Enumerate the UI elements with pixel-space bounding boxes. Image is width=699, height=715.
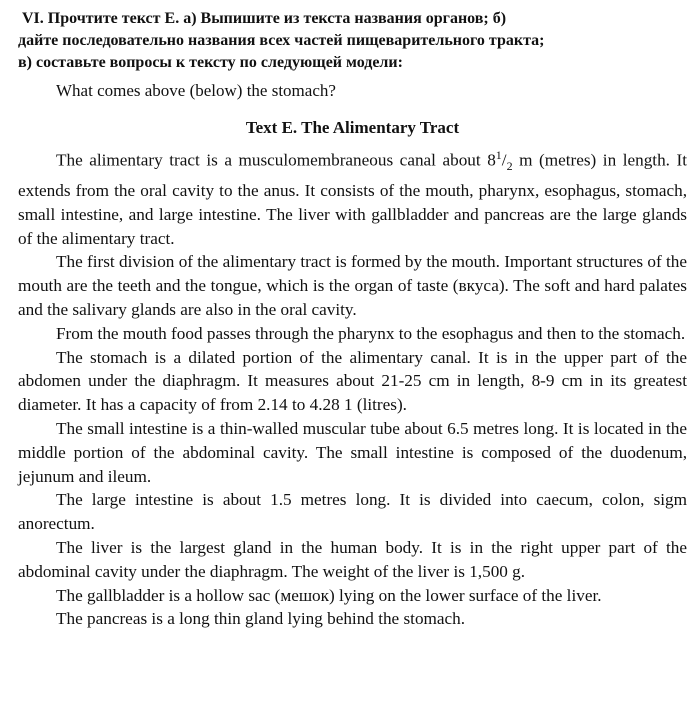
fraction-slash: / [501,150,507,170]
paragraph-9: The pancreas is a long thin gland lying behind the stomach. [56,609,466,629]
paragraph-1 [18,144,687,250]
exercise-instructions [18,8,687,74]
fraction-denominator: 2 [506,159,513,174]
instruction-line-2: дайте последовательно названия всех частей пищеварительного тракта; [18,32,545,49]
text-title: Text E. The Alimentary Tract [245,118,460,137]
paragraph-6: The large intestine is about 1.5 metres long. It is divided into caecum, colon, sigm anorectum. [18,490,687,534]
text-body [18,144,687,631]
paragraph-3: From the mouth food passes through the pharynx to the esophagus and then to the stomach. [56,323,686,343]
paragraph-1-rest: m (metres) in length. It extends from the oral cavity to the anus. It consists of the mouth, pharynx, esophagus, stomach, small intestine, and large intestine. The liver with gallbladder and pancreas are the large glands of the alimentary tract. [18,150,687,248]
paragraph-1-start: The alimentary tract is a musculomembraneous canal about 8 [56,150,496,170]
fraction-numerator: 1 [495,148,502,162]
paragraph-4: The stomach is a dilated portion of the alimentary canal. It is in the upper part of the abdomen under the diaphragm. It measures about 21-25 cm in length, 8-9 cm in its greatest diameter. It has a capacity of from 2.14 to 4.28 1 (litres). [18,347,687,415]
paragraph-8: The gallbladder is a hollow sac (мешок) lying on the lower surface of the liver. [56,585,602,605]
paragraph-7: The liver is the largest gland in the human body. It is in the right upper part of the abdominal cavity under the diaphragm. The weight of the liver is 1,500 g. [18,537,687,581]
model-question: What comes above (below) the stomach? [56,81,336,100]
paragraph-5: The small intestine is a thin-walled muscular tube about 6.5 metres long. It is located in the middle portion of the abdominal cavity. The small intestine is composed of the duodenum, jejunum and ileum. [18,418,687,486]
paragraph-2: The first division of the alimentary tract is formed by the mouth. Important structures of the mouth are the teeth and the tongue, which is the organ of taste (вкуса). The soft and hard palates and the salivary glands are also in the oral cavity. [18,252,688,319]
instruction-line-1: VI. Прочтите текст Е. а) Выпишите из текста названия органов; б) [22,10,507,27]
instruction-line-3: в) составьте вопросы к тексту по следующей модели: [18,54,403,71]
